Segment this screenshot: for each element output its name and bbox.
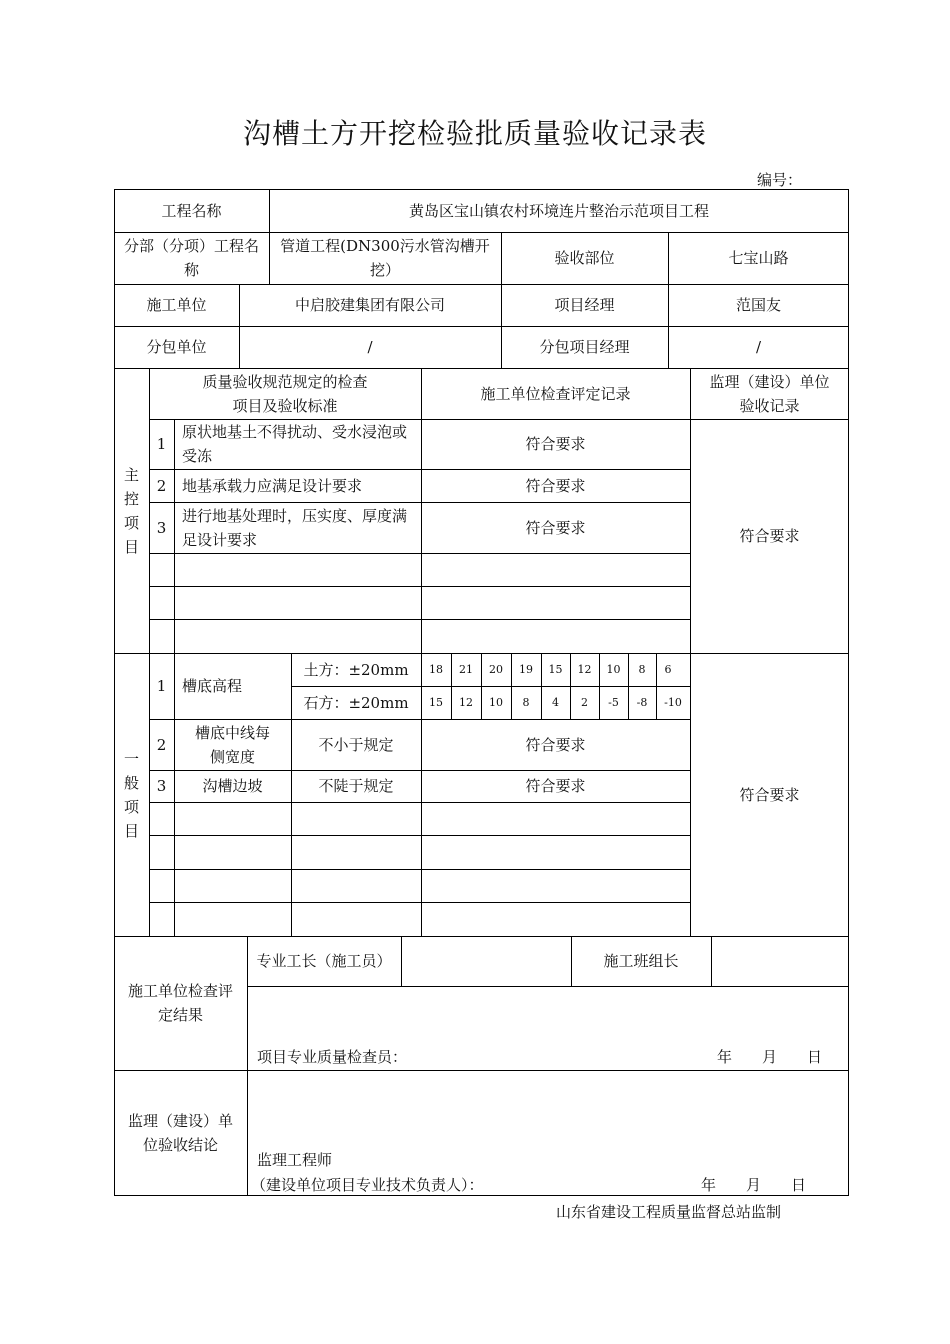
project-manager-value: 范国友 [735, 296, 781, 314]
main-item-3-text: 进行地基处理时，压实度、厚度满足设计要求 [182, 506, 408, 549]
sub-pm-label: 分包项目经理 [539, 338, 630, 356]
page-title: 沟槽土方开挖检验批质量验收记录表 [242, 117, 707, 150]
rock-value: -10 [664, 695, 682, 709]
earth-value: 18 [429, 662, 443, 676]
rock-value: 2 [581, 695, 588, 709]
main-item-1-record: 符合要求 [525, 435, 586, 453]
rock-value: -5 [608, 695, 619, 709]
general-item-2-standard: 不小于规定 [318, 735, 394, 754]
supervision-engineer-label: 监理工程师 [257, 1151, 333, 1169]
earth-value: 20 [489, 662, 503, 676]
footer-issuer: 山东省建设工程质量监督总站监制 [556, 1203, 782, 1221]
owner-technical-lead-label: （建设单位项目专业技术负责人）： [251, 1176, 484, 1194]
general-item-1-name: 槽底高程 [182, 677, 243, 695]
main-item-3-no: 3 [156, 518, 167, 537]
record-number-label: 编号： [757, 171, 803, 189]
standard-header: 质量验收规范规定的检查项目及验收标准 [202, 372, 368, 415]
general-item-2-no: 2 [156, 735, 167, 754]
construction-unit-label: 施工单位 [146, 296, 207, 314]
rock-value: 10 [489, 695, 503, 709]
general-item-1-no: 1 [156, 677, 167, 695]
project-name-label: 工程名称 [161, 201, 222, 220]
rock-value: 15 [429, 695, 443, 709]
general-item-3-name: 沟槽边坡 [202, 777, 263, 795]
general-section-label: 一般项目 [123, 749, 139, 840]
quality-inspector-label: 项目专业质量检查员： [257, 1048, 408, 1066]
main-item-3-record: 符合要求 [525, 518, 586, 537]
earth-value: 15 [548, 662, 563, 676]
main-supervision-result: 符合要求 [739, 527, 800, 545]
supervision-date-label: 年 月 日 [701, 1176, 807, 1194]
main-item-1-no: 1 [156, 435, 167, 453]
general-item-3-record: 符合要求 [525, 777, 586, 795]
main-item-2-record: 符合要求 [525, 476, 586, 495]
earth-value: 19 [519, 662, 533, 676]
earth-value: 10 [606, 662, 621, 676]
acceptance-part-value: 七宝山路 [728, 249, 789, 267]
rock-value: 12 [459, 695, 473, 709]
foreman-label: 专业工长（施工员） [256, 952, 392, 970]
subproject-value: 管道工程(DN300污水管沟槽开挖） [280, 237, 490, 279]
rock-value: 4 [552, 695, 559, 709]
project-name-value: 黄岛区宝山镇农村环境连片整治示范项目工程 [408, 201, 709, 220]
general-supervision-result: 符合要求 [739, 785, 800, 804]
project-manager-label: 项目经理 [554, 296, 615, 314]
construction-unit-value: 中启胶建集团有限公司 [294, 296, 445, 314]
rock-tolerance-label: 石方：±20mm [303, 693, 409, 712]
team-leader-label: 施工班组长 [603, 952, 679, 970]
earth-value: 12 [577, 662, 592, 676]
acceptance-part-label: 验收部位 [554, 249, 615, 267]
inspection-result-label: 施工单位检查评定结果 [127, 982, 233, 1024]
main-item-2-no: 2 [156, 476, 167, 495]
general-item-2-name: 槽底中线每侧宽度 [194, 723, 270, 766]
main-item-2-text: 地基承载力应满足设计要求 [182, 476, 363, 495]
supervision-header: 监理（建设）单位验收记录 [709, 372, 830, 415]
general-item-3-no: 3 [156, 777, 167, 795]
sub-pm-value: / [755, 338, 762, 356]
subcontractor-value: / [367, 338, 373, 356]
main-control-section-label: 主控项目 [123, 465, 139, 556]
earth-value: 21 [459, 662, 473, 676]
main-item-1-text: 原状地基土不得扰动、受水浸泡或受冻 [182, 423, 408, 465]
earth-value: 6 [664, 662, 672, 676]
inspection-date-label: 年 月 日 [717, 1048, 823, 1066]
rock-value: 8 [522, 695, 530, 709]
subcontractor-label: 分包单位 [146, 338, 207, 356]
earth-value: 8 [638, 662, 646, 676]
record-header: 施工单位检查评定记录 [480, 384, 631, 403]
supervision-conclusion-label: 监理（建设）单位验收结论 [127, 1112, 233, 1154]
earth-tolerance-label: 土方：±20mm [303, 660, 409, 679]
subproject-label: 分部（分项）工程名称 [123, 237, 259, 279]
general-item-2-record: 符合要求 [525, 735, 586, 754]
rock-value: -8 [636, 695, 648, 709]
general-item-3-standard: 不陡于规定 [318, 777, 394, 795]
